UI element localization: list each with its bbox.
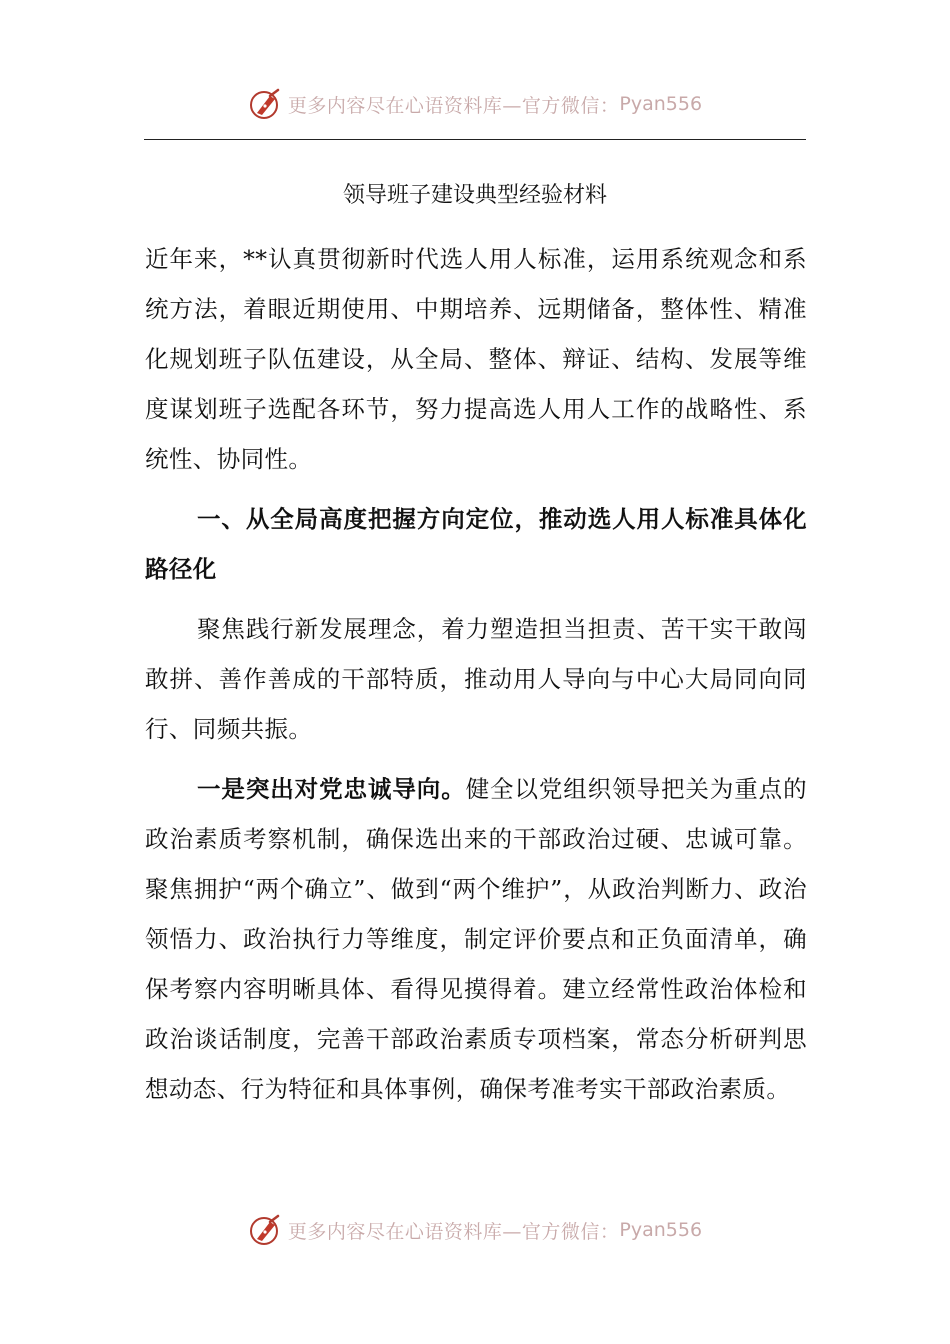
banner-text: 更多内容尽在心语资料库—官方微信： [287,94,620,117]
document-body [145,234,807,1114]
pen-nib-logo-icon [248,87,282,121]
section-paragraph: 聚焦践行新发展理念，着力塑造担当担责、苦干实干敢闯敢拼、善作善成的干部特质，推动用人导向与中心大局同向同行、同频共振。 [145,615,807,743]
footer-watermark-banner [0,1210,950,1250]
pen-nib-logo-icon [248,1213,282,1247]
header-watermark-banner [0,84,950,124]
document-title: 领导班子建设典型经验材料 [342,183,607,208]
section-heading: 一、从全局高度把握方向定位，推动选人用人标准具体化路径化 [145,505,807,583]
point-paragraph [145,764,807,1114]
banner-wechat-id: Pyan556 [619,93,703,115]
banner-text: 更多内容尽在心语资料库—官方微信： [287,1220,620,1243]
point-text: 健全以党组织领导把关为重点的政治素质考察机制，确保选出来的干部政治过硬、忠诚可靠。聚焦拥护“两个确立”、做到“两个维护”，从政治判断力、政治领悟力、政治执行力等维度，制定评价要点和正负面清单，确保考察内容明晰具体、看得见摸得着。建立经常性政治体检和政治谈话制度，完善干部政治素质专项档案，常态分析研判思想动态、行为特征和具体事例，确保考准考实干部政治素质。 [145,775,807,1103]
point-lead: 一是突出对党忠诚导向。 [197,775,466,803]
banner-wechat-id: Pyan556 [619,1219,703,1241]
intro-paragraph: 近年来，**认真贯彻新时代选人用人标准，运用系统观念和系统方法，着眼近期使用、中期培养、远期储备，整体性、精准化规划班子队伍建设，从全局、整体、辩证、结构、发展等维度谋划班子选配各环节，努力提高选人用人工作的战略性、系统性、协同性。 [145,245,807,473]
header-divider [144,139,806,140]
